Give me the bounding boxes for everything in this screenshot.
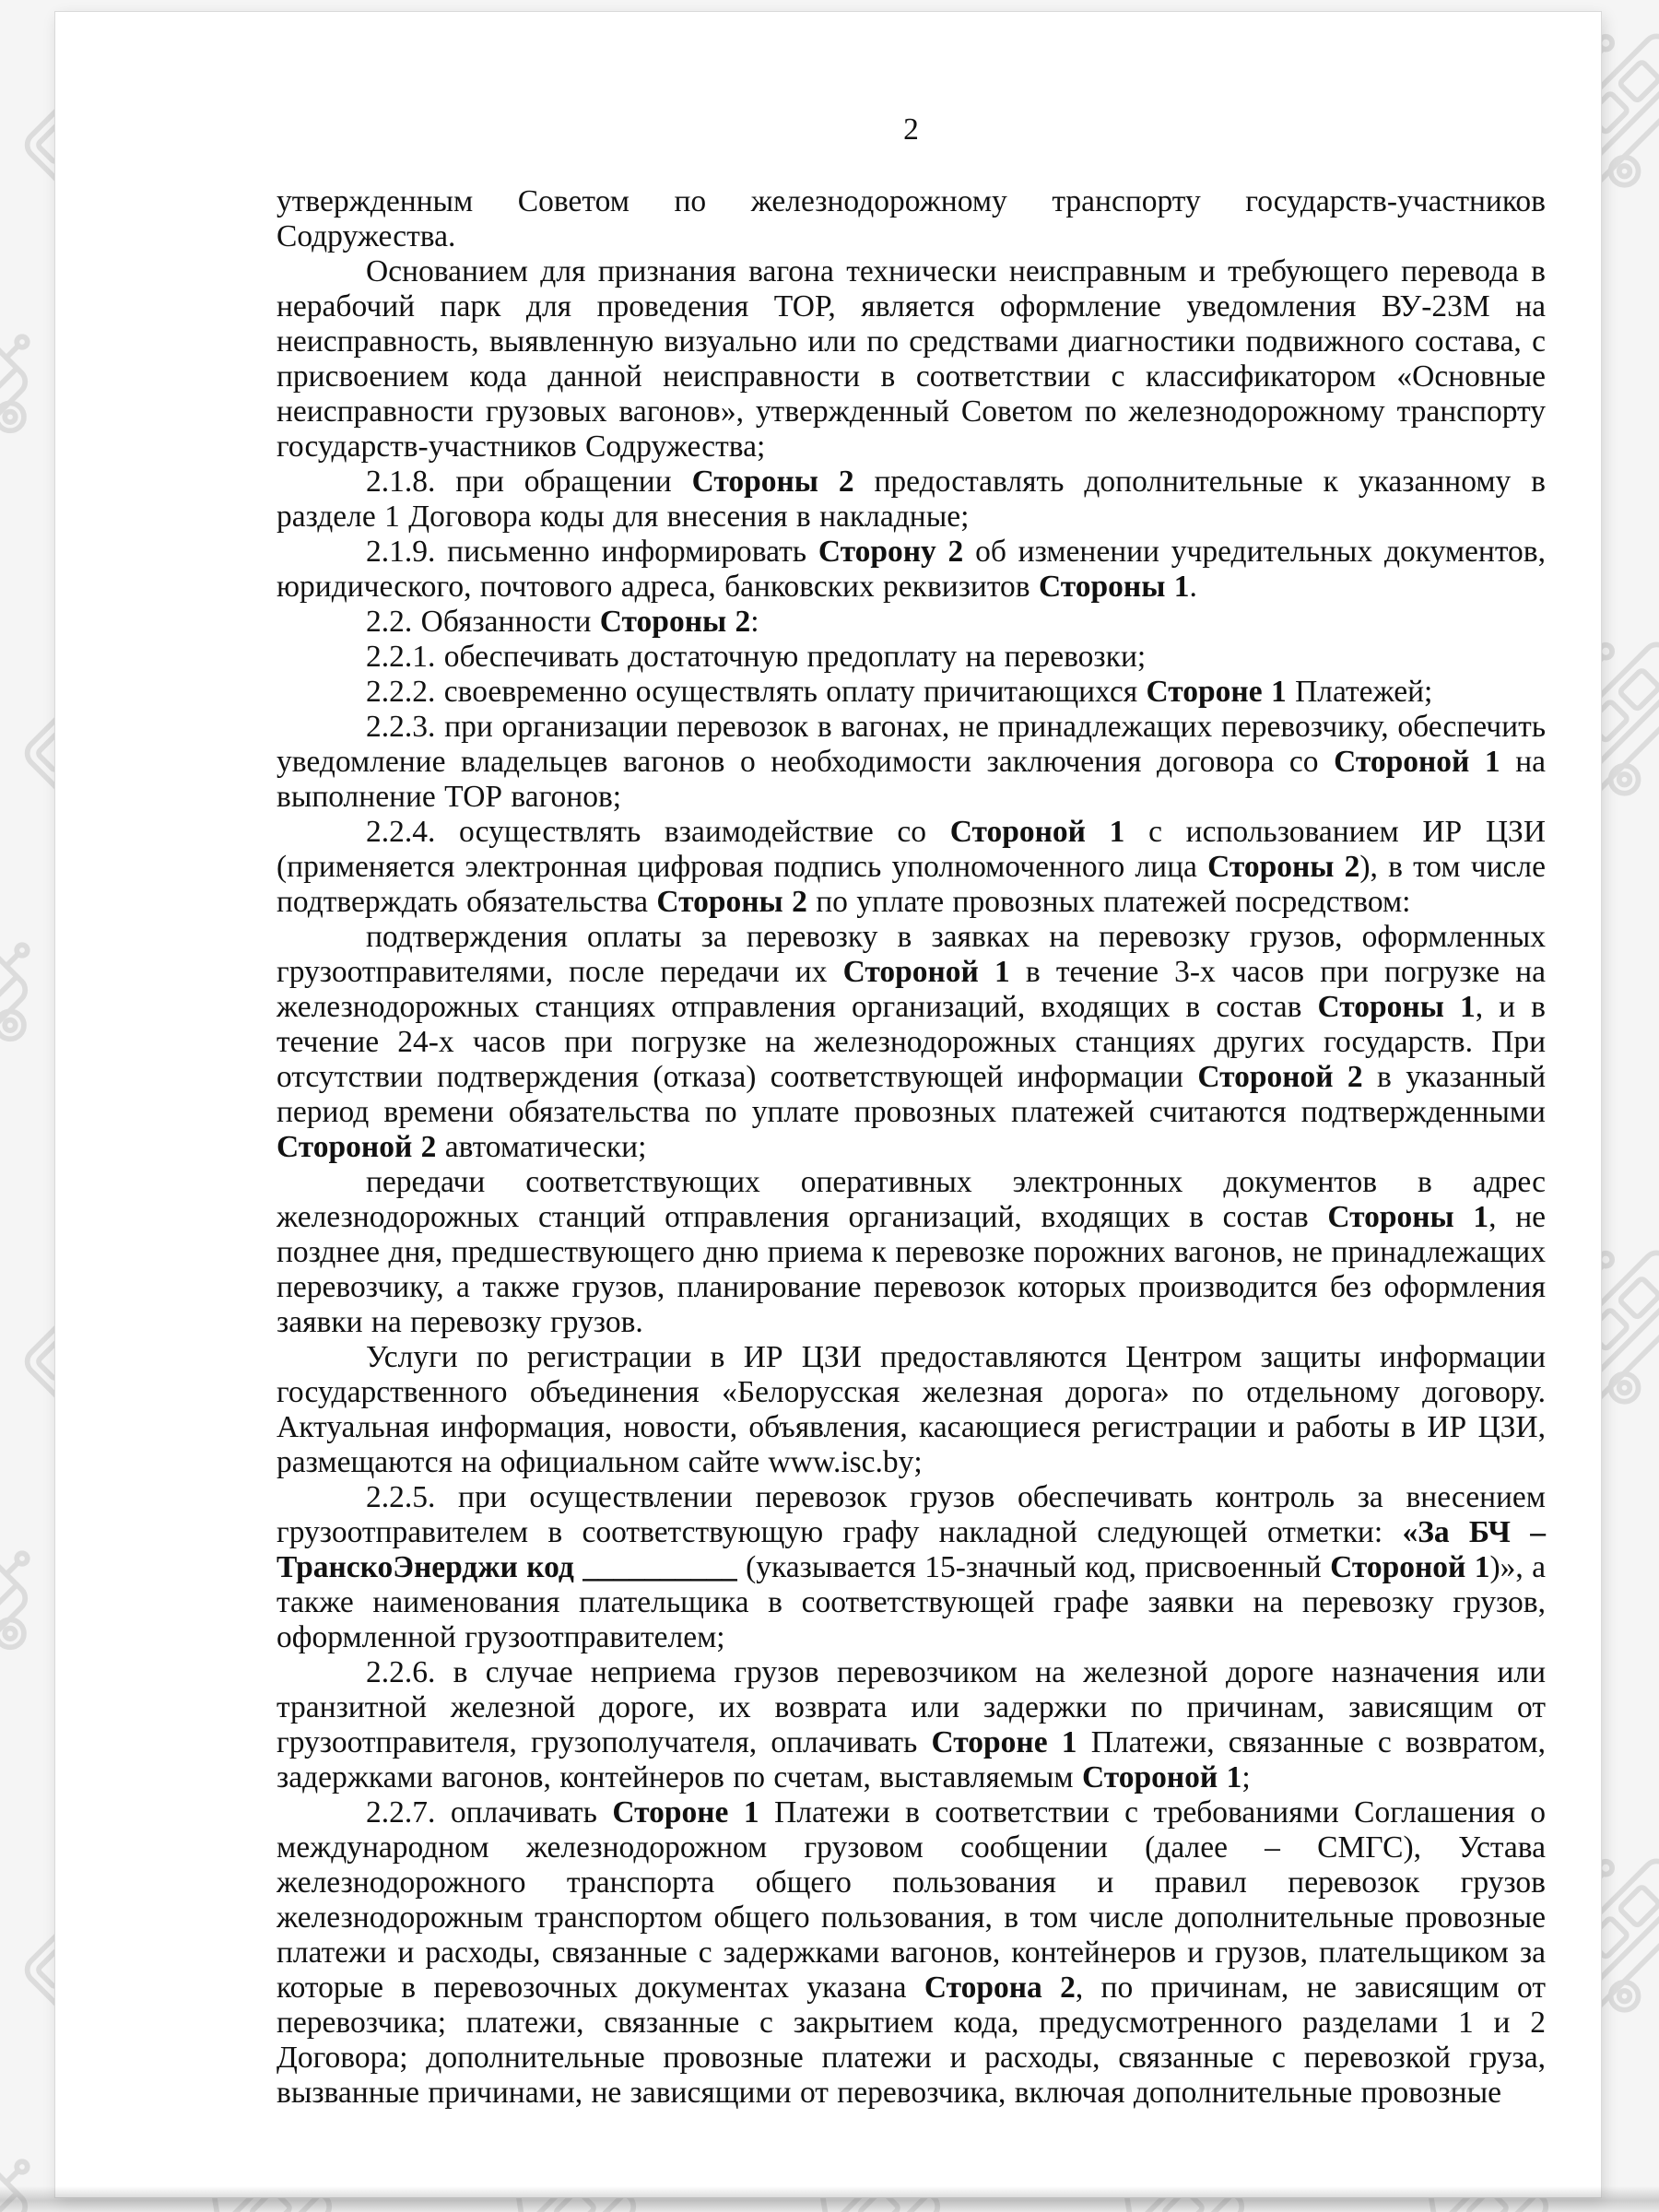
text-run: , не позднее дня, предшествующего дню приема к перевозке порожних вагонов, не принадлежащих перевозчику, а также грузов, планирование перевозок которых производится без оформления заявки на перевозку грузов.	[276, 1200, 1546, 1339]
bold-text-run: Стороной 2	[276, 1130, 437, 1164]
text-run: 2.2.3. при организации перевозок в вагонах, не принадлежащих перевозчику, обеспечить уведомление владельцев вагонов о необходимости заключения договора со	[276, 710, 1546, 779]
document-page	[55, 12, 1601, 2197]
text-run: автоматически;	[436, 1130, 647, 1164]
bold-text-run: Стороной 1	[949, 815, 1125, 849]
paragraph	[276, 710, 1546, 815]
bold-text-run: Стороне 1	[612, 1795, 759, 1830]
paragraph	[276, 1480, 1546, 1655]
text-run: 2.2.2. своевременно осуществлять оплату причитающихся	[366, 675, 1147, 709]
text-run: 2.2.7. оплачивать	[366, 1795, 613, 1830]
text-run: на выполнение ТОР вагонов;	[276, 745, 1547, 814]
bottom-edge-shadow	[0, 2186, 1659, 2212]
bold-text-run: Стороне 1	[1146, 675, 1287, 709]
bold-text-run: Стороны 2	[656, 885, 807, 919]
paragraph	[276, 605, 1546, 640]
bold-text-run: «За БЧ – ТранскоЭнерджи код __________	[276, 1515, 1546, 1584]
paragraph	[276, 1165, 1546, 1340]
text-run: (указывается 15-значный код, присвоенный	[736, 1550, 1331, 1584]
paragraph	[276, 675, 1546, 710]
paragraph	[276, 535, 1546, 605]
text-run: утвержденным Советом по железнодорожному транспорту государств-участников Содружества.	[276, 184, 1546, 253]
bold-text-run: Стороны 2	[1207, 850, 1360, 884]
bold-text-run: Стороны 2	[691, 465, 854, 499]
bold-text-run: Стороны 1	[1317, 990, 1476, 1024]
bold-text-run: Стороной 1	[842, 955, 1010, 989]
bold-text-run: Стороне 1	[931, 1725, 1077, 1759]
text-run: Услуги по регистрации в ИР ЦЗИ предоставляются Центром защиты информации государственного объединения «Белорусская железная дорога» по отдельному договору. Актуальная информация, новости, объявления, касающиеся регистрации и работы в ИР ЦЗИ, размещаются на официальном сайте www.isc.by;	[276, 1340, 1546, 1479]
text-run: 2.1.8. при обращении	[366, 465, 692, 499]
text-run: в течение 3-х часов при погрузке на железнодорожных станциях отправления организаций, входящих в состав	[276, 955, 1547, 1024]
text-run: 2.1.9. письменно информировать	[366, 535, 818, 569]
text-run: Платежей;	[1286, 675, 1433, 709]
bold-text-run: Сторону 2	[818, 535, 964, 569]
paragraph	[276, 1340, 1546, 1480]
bold-text-run: Стороны 1	[1327, 1200, 1489, 1234]
paragraph	[276, 184, 1546, 254]
text-run: , и в течение 24-х часов при погрузке на железнодорожных станциях других государств. При отсутствии подтверждения (отказа) соответствующей информации	[276, 990, 1547, 1094]
text-run: Платежи в соответствии с требованиями Соглашения о международном железнодорожном грузовом сообщении (далее – СМГС), Устава железнодорожного транспорта общего пользования и правил перевозок грузов железнодорожным транспортом общего пользования, в том числе дополнительные провозные платежи и расходы, связанные с задержками вагонов, контейнеров и грузов, плательщиком за которые в перевозочных документах указана	[276, 1795, 1547, 2005]
paragraph	[276, 465, 1546, 535]
paragraph	[276, 920, 1546, 1165]
text-run: об изменении учредительных документов, юридического, почтового адреса, банковских реквизитов	[276, 535, 1546, 604]
text-run: 2.2.4. осуществлять взаимодействие со	[366, 815, 950, 849]
bold-text-run: Стороны 2	[599, 605, 751, 639]
paragraph	[276, 254, 1546, 465]
text-run: )», а также наименования плательщика в соответствующей графе заявки на перевозку грузов, оформленной грузоотправителем;	[276, 1550, 1547, 1654]
text-run: Платежи, связанные с возвратом, задержками вагонов, контейнеров по счетам, выставляемым	[276, 1725, 1546, 1794]
bold-text-run: Стороны 1	[1039, 570, 1190, 604]
bold-text-run: Сторона 2	[924, 1971, 1076, 2005]
text-run: .	[1189, 570, 1197, 604]
bold-text-run: Стороной 2	[1197, 1060, 1363, 1094]
text-run: , по причинам, не зависящим от перевозчика; платежи, связанные с закрытием кода, предусмотренного разделами 1 и 2 Договора; дополнительные провозные платежи и расходы, связанные с перевозкой груза, вызванные причинами, не зависящими от перевозчика, включая дополнительные провозные	[276, 1971, 1546, 2110]
text-run: в указанный период времени обязательства по уплате провозных платежей считаются подтвержденными	[276, 1060, 1546, 1129]
text-run: по уплате провозных платежей посредством:	[806, 885, 1411, 919]
bold-text-run: Стороной 1	[1081, 1760, 1242, 1794]
text-run: подтверждения оплаты за перевозку в заявках на перевозку грузов, оформленных грузоотправителями, после передачи их	[276, 920, 1546, 989]
train-watermark-icon	[1629, 868, 1659, 1168]
text-run: 2.2.6. в случае неприема грузов перевозчиком на железной дороге назначения или транзитной железной дороге, их возврата или задержки по причинам, зависящим от грузоотправителя, грузополучателя, оплачивать	[276, 1655, 1546, 1759]
paragraph	[276, 815, 1546, 920]
bold-text-run: Стороной 1	[1334, 745, 1500, 779]
text-run: 2.2.1. обеспечивать достаточную предоплату на перевозки;	[366, 640, 1147, 674]
text-run: с использованием ИР ЦЗИ (применяется электронная цифровая подпись уполномоченного лица	[276, 815, 1547, 884]
document-body	[276, 184, 1546, 2111]
train-watermark-icon	[1629, 1477, 1659, 1776]
bold-text-run: Стороной 1	[1330, 1550, 1490, 1584]
paragraph	[276, 1795, 1546, 2111]
train-watermark-icon	[1629, 260, 1659, 559]
text-run: предоставлять дополнительные к указанному в разделе 1 Договора коды для внесения в накладные;	[276, 465, 1546, 534]
text-run: ;	[1241, 1760, 1251, 1794]
text-run: 2.2.5. при осуществлении перевозок грузов обеспечивать контроль за внесением грузоотправителем в соответствующую графу накладной следующей отметки:	[276, 1480, 1546, 1549]
paragraph	[276, 640, 1546, 675]
text-run: ), в том числе подтверждать обязательства	[276, 850, 1546, 919]
text-run: Основанием для признания вагона технически неисправным и требующего перевода в нерабочий парк для проведения ТОР, является оформление уведомления ВУ-23М на неисправность, выявленную визуально или по средствами диагностики подвижного состава, с присвоением кода данной неисправности в соответствии с классификатором «Основные неисправности грузовых вагонов», утвержденный Советом по железнодорожному транспорту государств-участников Содружества;	[276, 254, 1546, 464]
text-run: :	[750, 605, 759, 639]
text-run: 2.2. Обязанности	[366, 605, 600, 639]
page-number: 2	[903, 112, 919, 147]
text-run: передачи соответствующих оперативных электронных документов в адрес железнодорожных станций отправления организаций, входящих в состав	[276, 1165, 1546, 1234]
paragraph	[276, 1655, 1546, 1795]
